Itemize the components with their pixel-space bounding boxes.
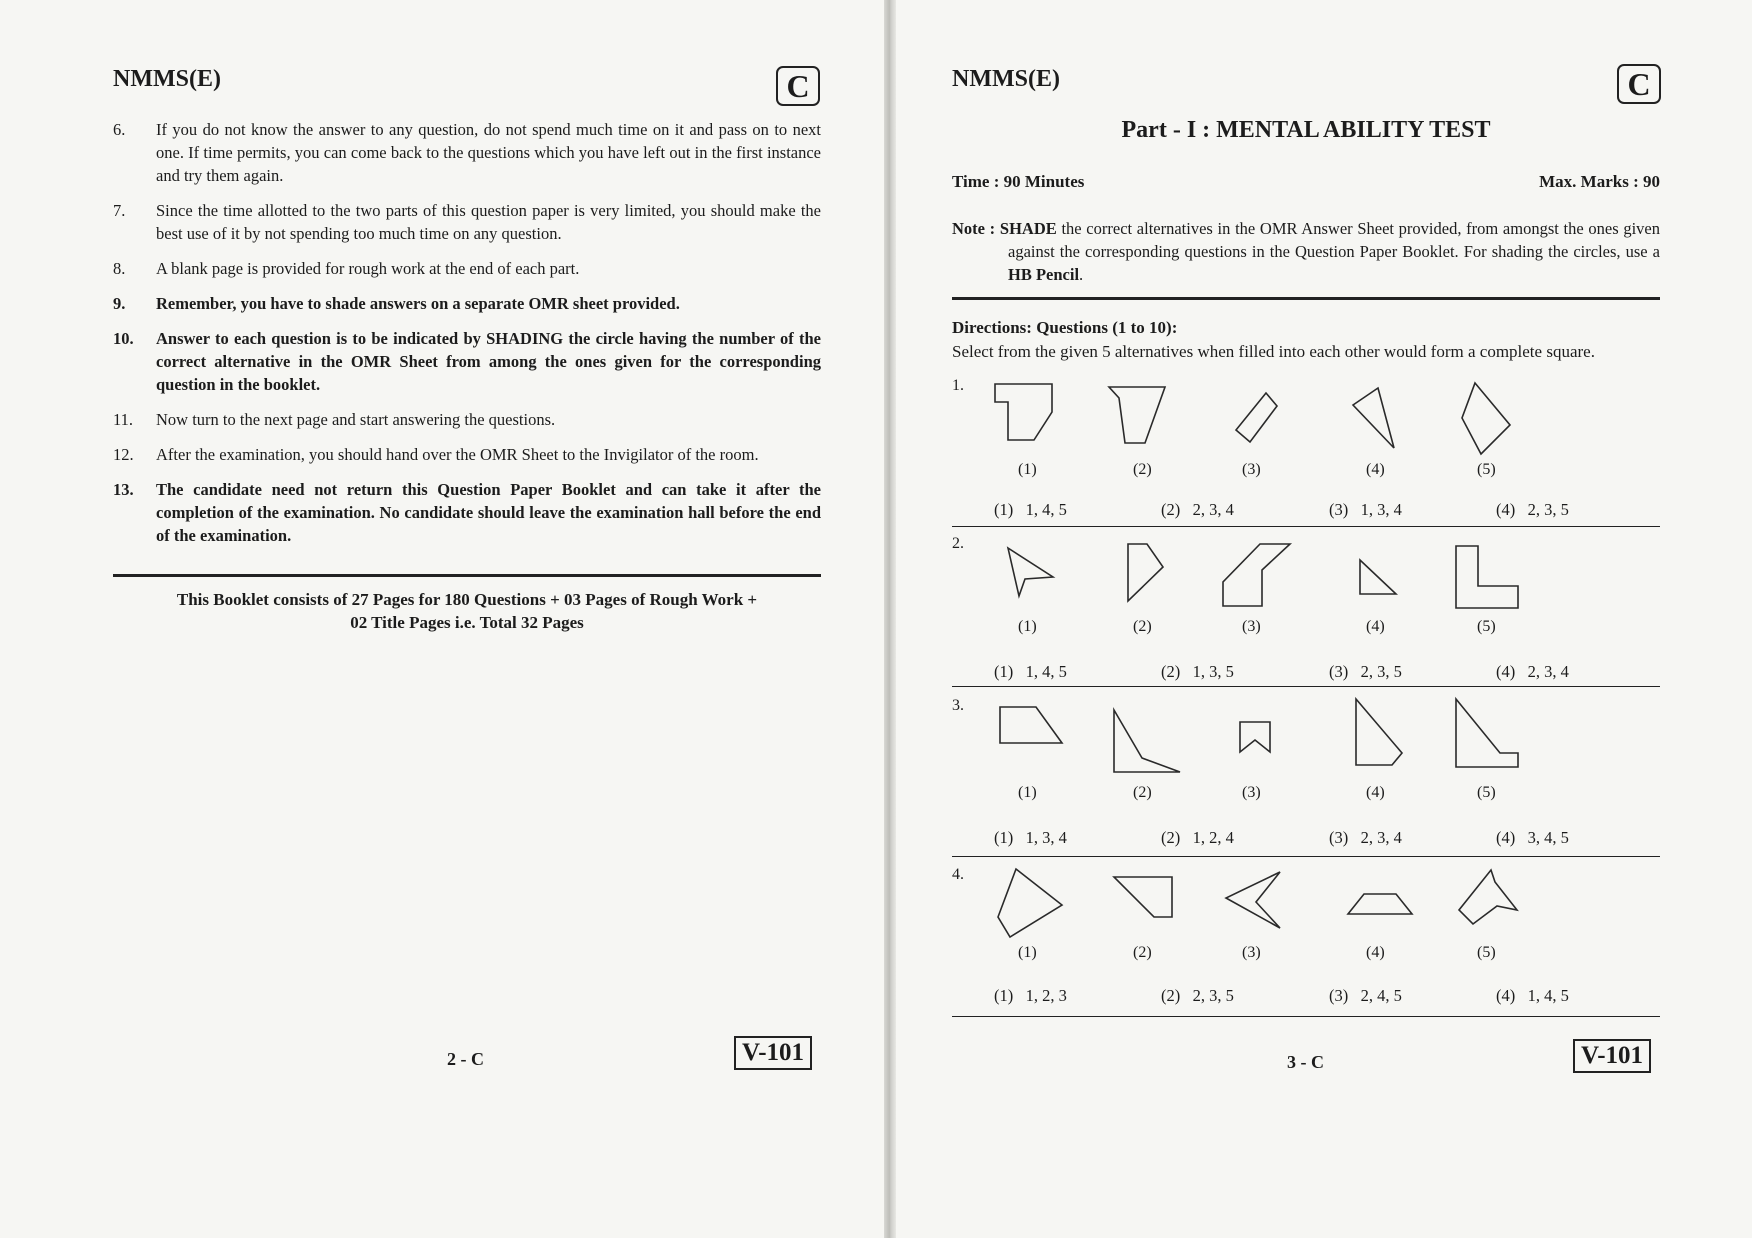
q4-figure-4	[1344, 890, 1416, 918]
answer-option[interactable]	[1496, 662, 1569, 682]
booklet-note-line-2: 02 Title Pages i.e. Total 32 Pages	[350, 613, 584, 632]
note-text: the correct alternatives in the OMR Answer Sheet provided, from amongst the ones given against the corresponding questions in the Question Paper Booklet. For shading the circles, use a	[1008, 219, 1660, 261]
answer-option[interactable]	[1161, 500, 1234, 520]
answer-option-value: 1, 3, 5	[1192, 662, 1234, 681]
instruction-item	[113, 327, 821, 396]
answer-option[interactable]	[994, 828, 1067, 848]
q1-figure-3	[1232, 390, 1282, 450]
instruction-number: 7.	[113, 201, 126, 220]
note-pencil: HB Pencil	[1008, 265, 1080, 284]
answer-option-value: 1, 3, 4	[1360, 500, 1402, 519]
figure-label: (3)	[1242, 461, 1261, 478]
question-divider	[952, 686, 1660, 687]
answer-option-number: (4)	[1496, 662, 1516, 681]
answer-option[interactable]	[1329, 828, 1402, 848]
instruction-text: A blank page is provided for rough work at the end of each part.	[156, 259, 580, 278]
q4-figure-1	[994, 865, 1066, 941]
answer-option[interactable]	[1329, 986, 1402, 1006]
left-paper-code: V-101	[734, 1036, 812, 1070]
note-shade-keyword: SHADE	[999, 219, 1057, 238]
q3-figure-2	[1110, 706, 1185, 776]
answer-option[interactable]	[1496, 828, 1569, 848]
q3-figure-4	[1352, 695, 1407, 770]
question-number: 2.	[952, 535, 964, 552]
answer-option-number: (1)	[994, 500, 1014, 519]
answer-option-number: (1)	[994, 662, 1014, 681]
question-divider	[952, 1016, 1660, 1017]
booklet-note-line-1: This Booklet consists of 27 Pages for 180 Questions + 03 Pages of Rough Work +	[176, 590, 758, 609]
figure-label: (5)	[1477, 784, 1496, 801]
note-text-end: .	[1079, 265, 1084, 284]
answer-option-value: 1, 2, 4	[1192, 828, 1234, 847]
answer-option[interactable]	[1161, 986, 1234, 1006]
answer-option-number: (2)	[1161, 662, 1181, 681]
instruction-number: 10.	[113, 329, 134, 348]
answer-option-number: (4)	[1496, 828, 1516, 847]
figure-label: (4)	[1366, 618, 1385, 635]
answer-option-number: (3)	[1329, 662, 1349, 681]
instruction-text: Remember, you have to shade answers on a separate OMR sheet provided.	[156, 294, 680, 313]
q4-figure-2	[1110, 873, 1175, 921]
instruction-item	[113, 118, 821, 187]
answer-option[interactable]	[1496, 986, 1569, 1006]
instruction-text: Answer to each question is to be indicated by SHADING the circle having the number of the correct alternative in the OMR Sheet from among the ones given for the corresponding question in the booklet.	[156, 329, 821, 394]
q1-figure-1	[990, 380, 1060, 445]
answer-option-value: 1, 4, 5	[1025, 662, 1067, 681]
answer-option[interactable]	[1161, 662, 1234, 682]
question-divider	[952, 856, 1660, 857]
q2-figure-3	[1218, 540, 1294, 610]
answer-option[interactable]	[994, 662, 1067, 682]
answer-option-value: 2, 3, 5	[1360, 662, 1402, 681]
q1-figure-2	[1105, 383, 1170, 448]
answer-option-number: (3)	[1329, 500, 1349, 519]
booklet-fold	[884, 0, 896, 1238]
figure-label: (4)	[1366, 784, 1385, 801]
figure-label: (3)	[1242, 784, 1261, 801]
instruction-number: 13.	[113, 480, 134, 499]
figure-label: (2)	[1133, 618, 1152, 635]
directions-heading: Directions: Questions (1 to 10):	[952, 318, 1178, 337]
instruction-item	[113, 199, 821, 245]
figure-label: (3)	[1242, 618, 1261, 635]
q3-figure-3	[1236, 718, 1276, 758]
answer-option-value: 2, 3, 4	[1192, 500, 1234, 519]
figure-label: (4)	[1366, 944, 1385, 961]
figure-label: (1)	[1018, 784, 1037, 801]
exam-time: Time : 90 Minutes	[952, 172, 1085, 191]
shading-note	[952, 217, 1660, 286]
instruction-text: Since the time allotted to the two parts of this question paper is very limited, you should make the best use of it by not spending too much time on any question.	[156, 201, 821, 243]
q4-figure-5	[1455, 866, 1520, 926]
figure-label: (1)	[1018, 461, 1037, 478]
figure-label: (2)	[1133, 461, 1152, 478]
instruction-item	[113, 478, 821, 547]
figure-label: (2)	[1133, 944, 1152, 961]
instruction-item	[113, 292, 821, 315]
answer-option-value: 2, 3, 5	[1192, 986, 1234, 1005]
answer-option-number: (2)	[1161, 828, 1181, 847]
answer-option-value: 1, 4, 5	[1025, 500, 1067, 519]
figure-label: (1)	[1018, 944, 1037, 961]
answer-option-number: (2)	[1161, 500, 1181, 519]
q2-figure-2	[1123, 541, 1173, 605]
instruction-number: 12.	[113, 445, 134, 464]
instruction-item	[113, 408, 821, 431]
q2-figure-5	[1452, 542, 1522, 612]
answer-option-value: 2, 3, 4	[1527, 662, 1569, 681]
left-page-number: 2 - C	[447, 1049, 484, 1069]
right-paper-code: V-101	[1573, 1039, 1651, 1073]
answer-option[interactable]	[1496, 500, 1569, 520]
figure-label: (4)	[1366, 461, 1385, 478]
answer-option[interactable]	[994, 500, 1067, 520]
right-page-header: NMMS(E)	[952, 66, 1060, 92]
left-page-header: NMMS(E)	[113, 66, 221, 92]
figure-label: (5)	[1477, 461, 1496, 478]
answer-option-number: (2)	[1161, 986, 1181, 1005]
instruction-number: 9.	[113, 294, 126, 313]
q2-figure-4	[1356, 556, 1401, 598]
instruction-text: Now turn to the next page and start answering the questions.	[156, 410, 556, 429]
figure-label: (5)	[1477, 618, 1496, 635]
q3-figure-5	[1452, 695, 1522, 770]
figure-label: (5)	[1477, 944, 1496, 961]
answer-option-number: (4)	[1496, 500, 1516, 519]
directions-text: Select from the given 5 alternatives when filled into each other would form a complete square.	[952, 342, 1595, 361]
question-divider	[952, 526, 1660, 527]
question-number: 4.	[952, 866, 964, 883]
answer-option-value: 2, 3, 4	[1360, 828, 1402, 847]
q1-figure-5	[1457, 380, 1517, 460]
question-number: 3.	[952, 697, 964, 714]
instruction-number: 8.	[113, 259, 126, 278]
instruction-number: 11.	[113, 410, 134, 429]
q3-figure-1	[996, 703, 1066, 748]
figure-label: (2)	[1133, 784, 1152, 801]
answer-option[interactable]	[1329, 662, 1402, 682]
instruction-item	[113, 257, 821, 280]
instructions-list	[113, 118, 821, 559]
q1-figure-4	[1348, 385, 1398, 455]
left-set-code: C	[776, 66, 820, 106]
q4-figure-3	[1222, 868, 1284, 932]
answer-option-number: (1)	[994, 986, 1014, 1005]
part-title: Part - I : MENTAL ABILITY TEST	[1121, 117, 1491, 143]
answer-option-number: (4)	[1496, 986, 1516, 1005]
instruction-number: 6.	[113, 120, 126, 139]
answer-option[interactable]	[994, 986, 1067, 1006]
answer-option-number: (1)	[994, 828, 1014, 847]
max-marks: Max. Marks : 90	[1539, 172, 1660, 191]
question-number: 1.	[952, 377, 964, 394]
answer-option-number: (3)	[1329, 986, 1349, 1005]
right-page-number: 3 - C	[1287, 1052, 1324, 1072]
answer-option[interactable]	[1329, 500, 1402, 520]
q2-figure-1	[1003, 543, 1063, 603]
figure-label: (1)	[1018, 618, 1037, 635]
figure-label: (3)	[1242, 944, 1261, 961]
answer-option-value: 1, 2, 3	[1025, 986, 1067, 1005]
answer-option-value: 1, 3, 4	[1025, 828, 1067, 847]
instruction-item	[113, 443, 821, 466]
left-divider	[113, 574, 821, 577]
note-label: Note :	[952, 219, 996, 238]
instruction-text: If you do not know the answer to any question, do not spend much time on it and pass on to next one. If time permits, you can come back to the questions which you have left out in the first instance and try them again.	[156, 120, 821, 185]
answer-option-value: 2, 4, 5	[1360, 986, 1402, 1005]
answer-option-number: (3)	[1329, 828, 1349, 847]
instruction-text: The candidate need not return this Question Paper Booklet and can take it after the completion of the examination. No candidate should leave the examination hall before the end of the examination.	[156, 480, 821, 545]
answer-option-value: 1, 4, 5	[1527, 986, 1569, 1005]
answer-option-value: 3, 4, 5	[1527, 828, 1569, 847]
booklet-page-count-note	[113, 588, 821, 634]
note-divider	[952, 297, 1660, 300]
answer-option-value: 2, 3, 5	[1527, 500, 1569, 519]
instruction-text: After the examination, you should hand over the OMR Sheet to the Invigilator of the room.	[156, 445, 759, 464]
right-set-code: C	[1617, 64, 1661, 104]
answer-option[interactable]	[1161, 828, 1234, 848]
